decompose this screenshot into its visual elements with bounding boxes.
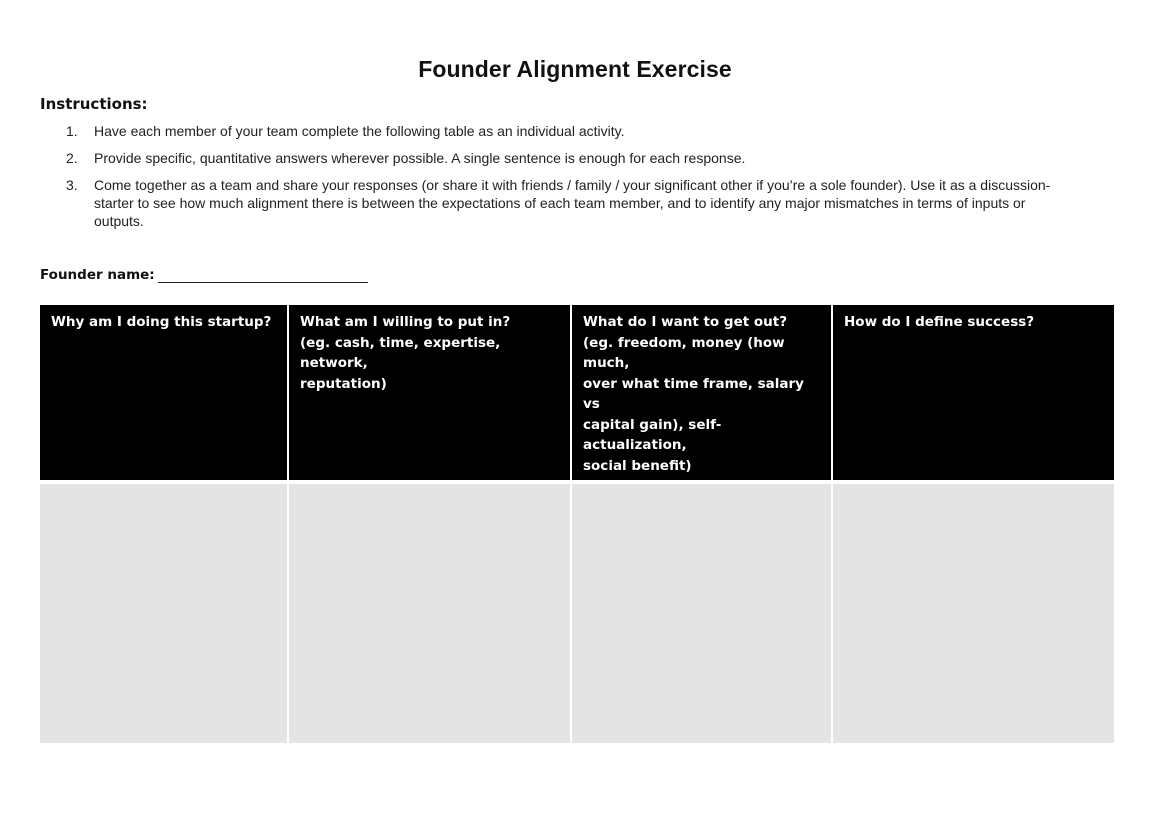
instruction-text: Come together as a team and share your responses (or share it with friends / family / your significant other if you’re a sole founder). Use it as a discussion-starter to see how much alignment there is between the expectations of each team member, and to identify any major mismatches in terms of inputs or outputs.: [94, 177, 1051, 229]
answer-cell-put-in[interactable]: [288, 482, 571, 743]
column-subtitle-line: capital gain), self-actualization,: [583, 416, 722, 453]
column-header-success: [832, 305, 1114, 482]
column-subtitle-line: reputation): [300, 375, 387, 392]
founder-name-label: Founder name:: [40, 267, 155, 283]
instruction-item: [66, 122, 1076, 140]
column-title: How do I define success?: [844, 314, 1035, 330]
instruction-text: Provide specific, quantitative answers wherever possible. A single sentence is enough for each response.: [94, 150, 746, 166]
alignment-table: [40, 305, 1114, 743]
column-subtitle-line: social benefit): [583, 457, 692, 474]
column-title: Why am I doing this startup?: [51, 314, 272, 330]
column-header-get-out: [571, 305, 832, 482]
page-title: Founder Alignment Exercise: [418, 56, 732, 82]
instructions-list: [66, 122, 1076, 239]
column-header-put-in: [288, 305, 571, 482]
answer-cell-success[interactable]: [832, 482, 1114, 743]
founder-name-row: [40, 267, 368, 283]
instruction-item: [66, 176, 1076, 230]
column-title: What do I want to get out?: [583, 314, 788, 330]
column-header-why: [40, 305, 288, 482]
instruction-text: Have each member of your team complete the following table as an individual activity.: [94, 123, 625, 139]
column-subtitle-line: over what time frame, salary vs: [583, 375, 804, 412]
instructions-heading: Instructions:: [40, 95, 148, 113]
answer-cell-why[interactable]: [40, 482, 288, 743]
table-header-row: [40, 305, 1114, 482]
table-row: [40, 482, 1114, 743]
column-title: What am I willing to put in?: [300, 314, 511, 330]
instruction-number: 2.: [66, 150, 78, 166]
answer-cell-get-out[interactable]: [571, 482, 832, 743]
founder-name-field[interactable]: [158, 268, 368, 283]
column-subtitle-line: (eg. freedom, money (how much,: [583, 334, 785, 371]
instruction-item: [66, 149, 1076, 167]
column-subtitle-line: (eg. cash, time, expertise, network,: [300, 334, 501, 371]
instruction-number: 1.: [66, 123, 78, 139]
instruction-number: 3.: [66, 177, 78, 193]
